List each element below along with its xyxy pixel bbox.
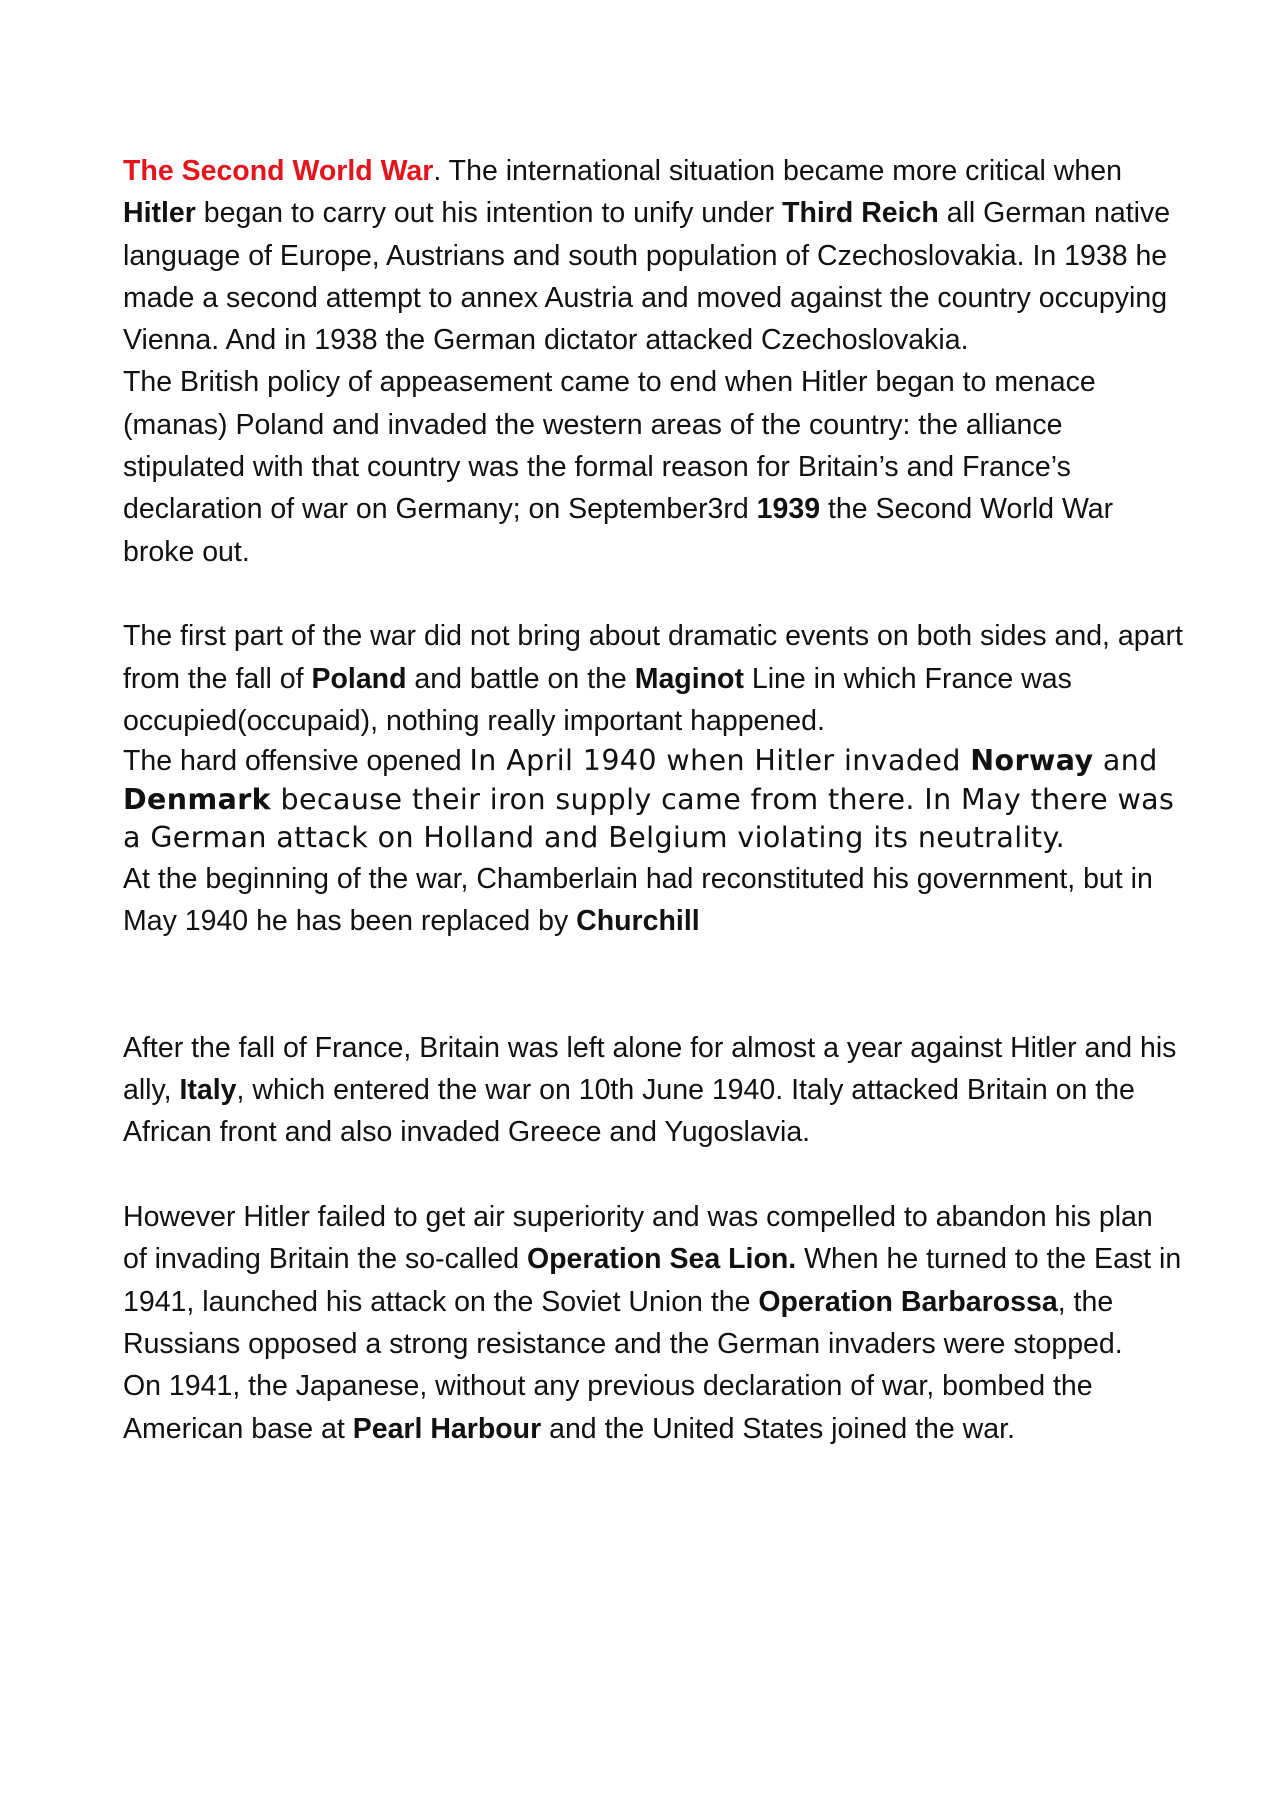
- text-run: all German native language of Europe, Austrians and south population of Czechoslovakia. In 1938 he made a second attempt to annex Austria and moved against the country occupying Vienna. And in 1938 the German dictator attacked Czechoslovakia.: [123, 197, 1171, 357]
- text-run: , the Russians opposed a strong resistance and the German invaders were stopped.: [123, 1285, 1123, 1360]
- paragraph-offensive: [123, 742, 1183, 858]
- bold-term-barbarossa: Operation Barbarossa: [758, 1285, 1058, 1318]
- document-title: The Second World War: [123, 155, 434, 187]
- paragraph-churchill: [123, 858, 1183, 943]
- bold-term-pearl-harbour: Pearl Harbour: [352, 1412, 542, 1445]
- text-run: the Second World War broke out.: [123, 493, 1114, 568]
- bold-term-sea-lion: Operation Sea Lion.: [526, 1243, 797, 1276]
- text-run: and the United States joined the war.: [541, 1412, 1015, 1445]
- text-run-alt-font: and: [1093, 744, 1158, 778]
- text-run: The hard offensive opened: [123, 745, 470, 778]
- bold-term-denmark: Denmark: [123, 782, 272, 816]
- text-run: After the fall of France, Britain was left alone for almost a year against Hitler and his ally,: [123, 1031, 1177, 1107]
- text-run: However Hitler failed to get air superiority and was compelled to abandon his plan of invading Britain the so-called: [123, 1201, 1153, 1276]
- bold-term-norway: Norway: [970, 744, 1094, 778]
- text-run: , which entered the war on 10th June 1940. Italy attacked Britain on the African front and also invaded Greece and Yugoslavia.: [123, 1074, 1135, 1149]
- text-run: began to carry out his intention to unify under: [195, 197, 783, 230]
- paragraph-fall-of-france: [123, 1027, 1183, 1154]
- paragraph-spacer: [123, 942, 1183, 1027]
- text-run: Line in which France was occupied(occupaid), nothing really important happened.: [123, 662, 1072, 737]
- bold-term-churchill: Churchill: [576, 904, 700, 937]
- bold-term-italy: Italy: [179, 1074, 237, 1107]
- bold-term-poland: Poland: [311, 662, 407, 695]
- text-run-alt-font: because their iron supply came from there. In May there was a German attack on Holland and Belgium violating its neutrality.: [123, 782, 1175, 855]
- text-run: At the beginning of the war, Chamberlain had reconstituted his government, but in May 1940 he has been replaced by: [123, 862, 1153, 937]
- text-run: The first part of the war did not bring about dramatic events on both sides and, apart from the fall of: [123, 620, 1183, 695]
- paragraph-air-superiority: [123, 1196, 1183, 1365]
- paragraph-appeasement: [123, 361, 1183, 572]
- document-page: [123, 150, 1183, 1450]
- bold-term-maginot: Maginot: [634, 662, 744, 695]
- text-run: On 1941, the Japanese, without any previous declaration of war, bombed the American base at: [123, 1370, 1093, 1445]
- text-run-alt-font: In April 1940 when Hitler invaded: [469, 744, 971, 778]
- bold-term-1939: 1939: [756, 493, 821, 526]
- text-run: The British policy of appeasement came to end when Hitler began to menace (manas) Poland and invaded the western areas of the country: the alliance stipulated with that country was the formal reason for Britain’s and France’s declaration of war on Germany; on September3rd: [123, 366, 1096, 526]
- paragraph-intro: [123, 150, 1183, 361]
- text-run: . The international situation became more critical when: [433, 155, 1122, 187]
- paragraph-pearl-harbour: [123, 1365, 1183, 1450]
- bold-term-hitler: Hitler: [123, 197, 196, 230]
- paragraph-first-part: [123, 615, 1183, 742]
- text-run: When he turned to the East in 1941, launched his attack on the Soviet Union the: [123, 1243, 1182, 1318]
- paragraph-spacer: [123, 573, 1183, 615]
- paragraph-spacer: [123, 1154, 1183, 1196]
- bold-term-third-reich: Third Reich: [782, 197, 939, 230]
- text-run: and battle on the: [406, 662, 635, 695]
